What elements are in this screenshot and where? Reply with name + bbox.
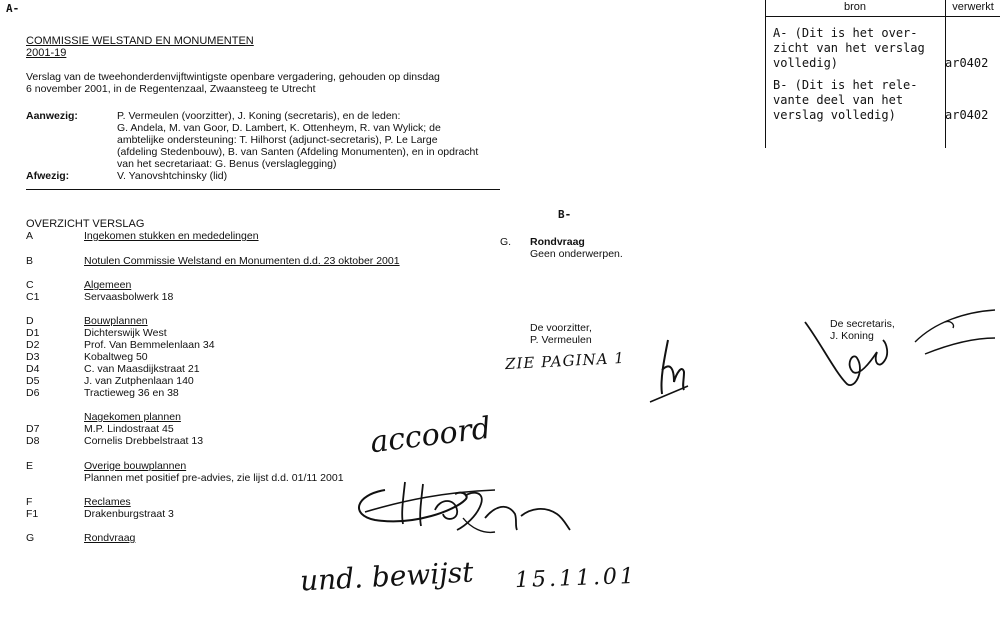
intro-line-2: 6 november 2001, in de Regentenzaal, Zwaansteeg te Utrecht	[26, 83, 316, 95]
bron-table	[765, 0, 1000, 148]
present-line: van het secretariaat: G. Benus (verslaglegging)	[117, 158, 337, 170]
list-item-code: G	[26, 532, 35, 544]
table-header-verwerkt: verwerkt	[952, 1, 994, 13]
table-border-left	[765, 0, 766, 148]
handwritten-bewijst: und. bewijst	[299, 555, 475, 598]
table-row-verwerkt: ar0402	[945, 56, 989, 70]
list-item: Algemeen	[84, 279, 132, 291]
list-item: Kobaltweg 50	[84, 351, 148, 363]
intro-line-1: Verslag van de tweehonderdenvijftwintigste openbare vergadering, gehouden op dinsdag	[26, 71, 440, 83]
list-item: Overige bouwplannen	[84, 460, 187, 472]
present-line: ambtelijke ondersteuning: T. Hilhorst (adjunct-secretaris), P. Le Large	[117, 134, 438, 146]
handwritten-note-page: ZIE PAGINA 1	[504, 348, 626, 374]
table-border-mid	[945, 0, 946, 148]
overview-title: OVERZICHT VERSLAG	[26, 218, 145, 230]
table-row-bron: A- (Dit is het over- zicht van het verslag volledig)	[773, 26, 925, 70]
approval-signature	[345, 470, 575, 550]
chair-role: De voorzitter,	[530, 322, 592, 334]
list-item-code: A	[26, 230, 34, 242]
list-item: Dichterswijk West	[84, 327, 167, 339]
present-line: (afdeling Stedenbouw), B. van Santen (Afdeling Monumenten), en in opdracht	[117, 146, 479, 158]
list-item-code: C1	[26, 291, 40, 303]
list-item: J. van Zutphenlaan 140	[84, 375, 194, 387]
list-item-code: D6	[26, 387, 40, 399]
list-item-code: B	[26, 255, 34, 267]
absent-label: Afwezig:	[26, 170, 70, 182]
list-item: M.P. Lindostraat 45	[84, 423, 174, 435]
list-item-code: D2	[26, 339, 40, 351]
list-item-code: C	[26, 279, 34, 291]
table-header-divider	[765, 16, 1000, 17]
table-header-bron: bron	[843, 1, 867, 13]
list-item-code: D7	[26, 423, 40, 435]
divider	[26, 189, 500, 190]
handwritten-accoord: accoord	[368, 410, 493, 461]
list-item: Cornelis Drebbelstraat 13	[84, 435, 204, 447]
list-item: Nagekomen plannen	[84, 411, 181, 423]
present-line: P. Vermeulen (voorzitter), J. Koning (secretaris), en de leden:	[117, 110, 401, 122]
list-item: Servaasbolwerk 18	[84, 291, 174, 303]
list-item-code: D5	[26, 375, 40, 387]
present-list	[117, 110, 478, 170]
list-item: Plannen met positief pre-advies, zie lijst d.d. 01/11 2001	[84, 472, 344, 484]
list-item: C. van Maasdijkstraat 21	[84, 363, 200, 375]
list-item: Notulen Commissie Welstand en Monumenten d.d. 23 oktober 2001	[84, 255, 400, 267]
list-item-code: F1	[26, 508, 39, 520]
list-item-code: D8	[26, 435, 40, 447]
list-item-code: D4	[26, 363, 40, 375]
absent-value: V. Yanovshtchinsky (lid)	[117, 170, 228, 182]
table-row-verwerkt: ar0402	[945, 108, 989, 122]
list-item: Tractieweg 36 en 38	[84, 387, 179, 399]
document-title: COMMISSIE WELSTAND EN MONUMENTEN	[26, 35, 254, 47]
secretary-signature	[795, 302, 1000, 402]
list-item: Reclames	[84, 496, 131, 508]
rondvraag-code: G.	[500, 236, 512, 248]
rondvraag-title: Rondvraag	[530, 236, 585, 248]
list-item-code: D3	[26, 351, 40, 363]
present-line: G. Andela, M. van Goor, D. Lambert, K. Ottenheym, R. van Wylick; de	[117, 122, 441, 134]
rondvraag-text: Geen onderwerpen.	[530, 248, 623, 260]
list-item: Prof. Van Bemmelenlaan 34	[84, 339, 215, 351]
stamp-b: B-	[558, 208, 572, 221]
chair-name: P. Vermeulen	[530, 334, 592, 346]
table-row-bron: B- (Dit is het rele- vante deel van het verslag volledig)	[773, 78, 918, 122]
list-item-code: D1	[26, 327, 40, 339]
stamp-a: A-	[6, 2, 20, 15]
present-label: Aanwezig:	[26, 110, 78, 122]
list-item-code: D	[26, 315, 34, 327]
secretary-role: De secretaris,	[830, 318, 895, 330]
list-item: Drakenburgstraat 3	[84, 508, 174, 520]
list-item-code: E	[26, 460, 34, 472]
secretary-name: J. Koning	[830, 330, 874, 342]
list-item-code: F	[26, 496, 33, 508]
list-item: Ingekomen stukken en mededelingen	[84, 230, 259, 242]
chair-signature	[640, 330, 720, 410]
list-item: Rondvraag	[84, 532, 136, 544]
list-item: Bouwplannen	[84, 315, 148, 327]
handwritten-date: 15.11.01	[514, 563, 638, 594]
document-number: 2001-19	[26, 47, 67, 59]
